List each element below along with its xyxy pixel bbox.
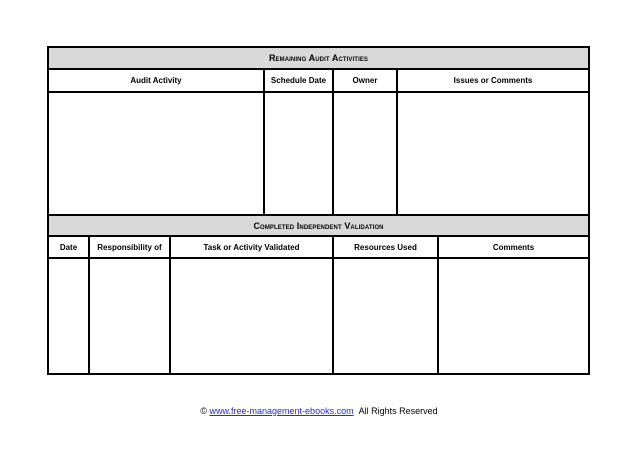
- completed-header-row: [49, 237, 588, 259]
- cell-task-or-activity-validated[interactable]: [171, 259, 334, 373]
- col-task-or-activity-validated: Task or Activity Validated: [171, 237, 334, 257]
- cell-owner[interactable]: [334, 93, 398, 214]
- col-date: Date: [49, 237, 90, 257]
- cell-comments[interactable]: [439, 259, 588, 373]
- remaining-body-row: [49, 93, 588, 216]
- footer: [0, 406, 638, 416]
- col-comments: Comments: [492, 242, 535, 252]
- cell-resources-used[interactable]: [334, 259, 439, 373]
- cell-audit-activity[interactable]: [49, 93, 265, 214]
- rights-text: All Rights Reserved: [358, 406, 438, 416]
- audit-form: [47, 46, 590, 375]
- completed-independent-validation-title: Completed Independent Validation: [49, 216, 588, 237]
- col-owner: Owner: [334, 70, 398, 91]
- col-issues-or-comments: Issues or Comments: [453, 76, 533, 85]
- cell-schedule-date[interactable]: [265, 93, 334, 214]
- col-schedule-date: Schedule Date: [265, 70, 334, 91]
- col-audit-activity: Audit Activity: [49, 70, 265, 91]
- completed-body-row: [49, 259, 588, 373]
- remaining-header-row: [49, 70, 588, 93]
- cell-issues-or-comments[interactable]: [398, 93, 588, 214]
- website-link[interactable]: www.free-management-ebooks.com: [209, 406, 354, 416]
- cell-date[interactable]: [49, 259, 90, 373]
- remaining-audit-activities-title: Remaining Audit Activities: [49, 48, 588, 70]
- col-resources-used: Resources Used: [334, 237, 439, 257]
- col-responsibility-of: Responsibility of: [90, 237, 171, 257]
- cell-responsibility-of[interactable]: [90, 259, 171, 373]
- copyright-symbol: ©: [200, 406, 207, 416]
